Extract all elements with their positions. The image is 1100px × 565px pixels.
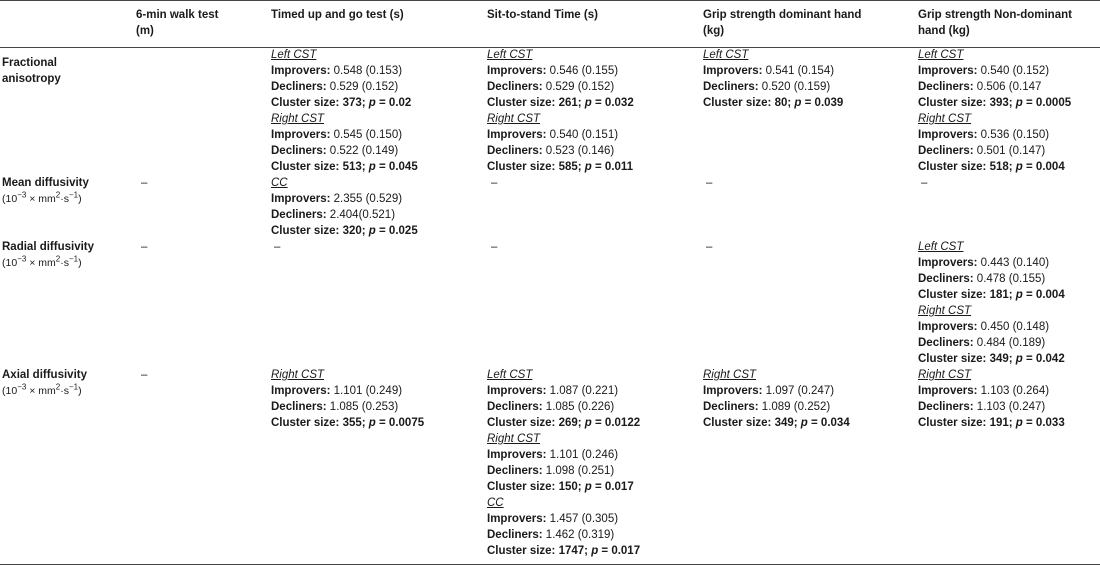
- cluster-label: Cluster size:: [918, 161, 990, 173]
- tract-label: Right CST: [271, 369, 325, 381]
- cluster-label: Cluster size:: [918, 289, 990, 301]
- decliners-label: Decliners:: [703, 401, 759, 413]
- decliners-value: 0.478 (0.155): [973, 273, 1046, 285]
- decliners-value: 0.484 (0.189): [973, 337, 1046, 349]
- improvers-value: 1.457 (0.305): [546, 513, 619, 525]
- cell-ad-gnd: [918, 367, 1065, 431]
- improvers-value: 1.101 (0.246): [546, 449, 619, 461]
- dash-md-gd: –: [706, 177, 713, 189]
- cluster-value: 349;: [989, 353, 1016, 365]
- improvers-value: 2.355 (0.529): [330, 193, 403, 205]
- improvers-line: [703, 383, 850, 399]
- cluster-value: 80;: [774, 97, 795, 109]
- improvers-line: [487, 511, 640, 527]
- improvers-value: 0.545 (0.150): [330, 129, 403, 141]
- tract-label: Right CST: [703, 369, 757, 381]
- p-symbol: p: [368, 225, 376, 237]
- tract-label: Right CST: [918, 113, 972, 125]
- decliners-value: 0.506 (0.147: [973, 81, 1042, 93]
- improvers-label: Improvers:: [487, 65, 547, 77]
- decliners-value: 0.529 (0.152): [326, 81, 399, 93]
- decliners-value: 1.085 (0.253): [326, 401, 399, 413]
- p-symbol: p: [584, 97, 592, 109]
- decliners-line: [487, 399, 640, 415]
- dash-md-gnd: –: [921, 177, 928, 189]
- decliners-label: Decliners:: [918, 337, 974, 349]
- p-symbol: p: [1015, 417, 1023, 429]
- row-label-fa: Fractional anisotropy: [2, 57, 61, 85]
- decliners-value: 0.520 (0.159): [758, 81, 831, 93]
- cluster-label: Cluster size:: [271, 97, 343, 109]
- decliners-value: 1.085 (0.226): [542, 401, 615, 413]
- decliners-line: [271, 207, 418, 223]
- decliners-line: [271, 399, 424, 415]
- improvers-label: Improvers:: [703, 65, 763, 77]
- dash-rd-sts: –: [491, 241, 498, 253]
- dash-md-sts: –: [491, 177, 498, 189]
- p-value: = 0.011: [591, 161, 634, 173]
- decliners-label: Decliners:: [918, 81, 974, 93]
- cluster-line: [703, 415, 850, 431]
- col-header-grip-nondominant: Grip strength Non-dominant hand (kg): [918, 9, 1072, 37]
- decliners-value: 1.089 (0.252): [758, 401, 831, 413]
- p-symbol: p: [591, 545, 599, 557]
- improvers-label: Improvers:: [918, 257, 978, 269]
- tract-label: Left CST: [487, 49, 533, 61]
- improvers-value: 0.450 (0.148): [977, 321, 1050, 333]
- p-value: = 0.034: [807, 417, 850, 429]
- tract-label: Left CST: [271, 49, 317, 61]
- improvers-label: Improvers:: [918, 321, 978, 333]
- cluster-line: [918, 159, 1071, 175]
- improvers-value: 0.443 (0.140): [977, 257, 1050, 269]
- decliners-value: 0.523 (0.146): [542, 145, 615, 157]
- improvers-value: 0.541 (0.154): [762, 65, 835, 77]
- improvers-line: [487, 447, 640, 463]
- cluster-value: 191;: [989, 417, 1016, 429]
- decliners-label: Decliners:: [918, 145, 974, 157]
- cluster-value: 261;: [558, 97, 585, 109]
- tract-label: Right CST: [487, 433, 541, 445]
- row-label-ad: Axial diffusivity: [2, 369, 87, 381]
- row-label-md: Mean diffusivity: [2, 177, 89, 189]
- cell-ad-sts: [487, 367, 640, 559]
- decliners-label: Decliners:: [487, 465, 543, 477]
- decliners-value: 2.404(0.521): [326, 209, 396, 221]
- cluster-line: [271, 223, 418, 239]
- improvers-line: [918, 255, 1065, 271]
- improvers-value: 0.540 (0.151): [546, 129, 619, 141]
- decliners-label: Decliners:: [918, 273, 974, 285]
- p-symbol: p: [1015, 161, 1023, 173]
- tract-label: CC: [487, 497, 504, 509]
- decliners-line: [918, 399, 1065, 415]
- row-label-rd-block: [2, 239, 94, 271]
- improvers-line: [918, 319, 1065, 335]
- dash-ad-6mwt: –: [141, 369, 148, 381]
- decliners-line: [487, 527, 640, 543]
- improvers-label: Improvers:: [271, 193, 331, 205]
- decliners-label: Decliners:: [271, 209, 327, 221]
- cell-ad-gd: [703, 367, 850, 431]
- p-value: = 0.004: [1022, 161, 1065, 173]
- improvers-label: Improvers:: [918, 385, 978, 397]
- improvers-line: [271, 191, 418, 207]
- p-symbol: p: [368, 417, 376, 429]
- decliners-line: [487, 79, 634, 95]
- p-value: = 0.032: [591, 97, 634, 109]
- cluster-label: Cluster size:: [918, 353, 990, 365]
- p-symbol: p: [368, 161, 376, 173]
- decliners-label: Decliners:: [271, 145, 327, 157]
- tract-label: Left CST: [487, 369, 533, 381]
- decliners-value: 1.098 (0.251): [542, 465, 615, 477]
- improvers-line: [487, 127, 634, 143]
- p-symbol: p: [584, 161, 592, 173]
- cell-fa-gnd: [918, 47, 1071, 175]
- improvers-line: [918, 63, 1071, 79]
- col-header-sts: Sit-to-stand Time (s): [487, 9, 598, 21]
- p-symbol: p: [1015, 353, 1023, 365]
- improvers-value: 0.540 (0.152): [977, 65, 1050, 77]
- cluster-value: 393;: [989, 97, 1016, 109]
- dash-rd-tug: –: [274, 241, 281, 253]
- p-symbol: p: [368, 97, 376, 109]
- cluster-value: 349;: [774, 417, 801, 429]
- improvers-line: [271, 127, 418, 143]
- tract-label: Right CST: [271, 113, 325, 125]
- improvers-label: Improvers:: [271, 129, 331, 141]
- cluster-line: [918, 287, 1065, 303]
- p-symbol: p: [794, 97, 802, 109]
- cluster-value: 355;: [342, 417, 369, 429]
- cluster-label: Cluster size:: [487, 481, 559, 493]
- decliners-line: [703, 399, 850, 415]
- tract-label: Right CST: [487, 113, 541, 125]
- improvers-value: 0.548 (0.153): [330, 65, 403, 77]
- p-symbol: p: [584, 417, 592, 429]
- decliners-label: Decliners:: [487, 81, 543, 93]
- improvers-label: Improvers:: [487, 129, 547, 141]
- improvers-line: [487, 383, 640, 399]
- tract-label: Left CST: [918, 241, 964, 253]
- cluster-value: 181;: [989, 289, 1016, 301]
- decliners-label: Decliners:: [487, 145, 543, 157]
- dash-rd-6mwt: –: [141, 241, 148, 253]
- tract-label: Right CST: [918, 305, 972, 317]
- p-value: = 0.004: [1022, 289, 1065, 301]
- cluster-label: Cluster size:: [487, 97, 559, 109]
- cluster-line: [487, 479, 640, 495]
- improvers-value: 1.097 (0.247): [762, 385, 835, 397]
- cluster-line: [271, 415, 424, 431]
- row-label-ad-block: [2, 367, 87, 399]
- p-symbol: p: [584, 481, 592, 493]
- dash-rd-gd: –: [706, 241, 713, 253]
- dash-md-6mwt: –: [141, 177, 148, 189]
- cell-ad-tug: [271, 367, 424, 431]
- tract-label: CC: [271, 177, 288, 189]
- decliners-value: 0.501 (0.147): [973, 145, 1046, 157]
- p-value: = 0.033: [1022, 417, 1065, 429]
- decliners-label: Decliners:: [703, 81, 759, 93]
- p-symbol: p: [1015, 97, 1023, 109]
- unit-md: $(10^{-3} \times mm^2\cdot s^{-1})$: [2, 190, 82, 205]
- cluster-label: Cluster size:: [271, 161, 343, 173]
- decliners-line: [271, 143, 418, 159]
- p-value: = 0.017: [598, 545, 641, 557]
- decliners-line: [918, 143, 1071, 159]
- improvers-line: [271, 63, 418, 79]
- cluster-value: 1747;: [558, 545, 592, 557]
- decliners-value: 1.462 (0.319): [542, 529, 615, 541]
- cluster-value: 585;: [558, 161, 585, 173]
- improvers-value: 0.536 (0.150): [977, 129, 1050, 141]
- cluster-label: Cluster size:: [487, 161, 559, 173]
- cluster-line: [271, 159, 418, 175]
- cluster-value: 320;: [342, 225, 369, 237]
- decliners-label: Decliners:: [271, 81, 327, 93]
- p-symbol: p: [800, 417, 808, 429]
- cluster-value: 518;: [989, 161, 1016, 173]
- cluster-line: [487, 159, 634, 175]
- cluster-label: Cluster size:: [703, 417, 775, 429]
- cluster-label: Cluster size:: [487, 417, 559, 429]
- improvers-line: [703, 63, 843, 79]
- cluster-label: Cluster size:: [703, 97, 775, 109]
- tract-label: Right CST: [918, 369, 972, 381]
- decliners-label: Decliners:: [271, 401, 327, 413]
- tract-label: Left CST: [918, 49, 964, 61]
- decliners-line: [487, 143, 634, 159]
- cluster-line: [271, 95, 418, 111]
- p-value: = 0.025: [375, 225, 418, 237]
- decliners-line: [918, 79, 1071, 95]
- decliners-value: 1.103 (0.247): [973, 401, 1046, 413]
- decliners-value: 0.529 (0.152): [542, 81, 615, 93]
- improvers-line: [918, 383, 1065, 399]
- improvers-label: Improvers:: [487, 449, 547, 461]
- cluster-line: [918, 351, 1065, 367]
- cluster-line: [918, 415, 1065, 431]
- cell-md-tug: [271, 175, 418, 239]
- cluster-line: [487, 543, 640, 559]
- improvers-value: 1.101 (0.249): [330, 385, 403, 397]
- p-value: = 0.02: [375, 97, 412, 109]
- cluster-value: 150;: [558, 481, 585, 493]
- unit-ad: $(10^{-3} \times mm^2\cdot s^{-1})$: [2, 382, 82, 397]
- improvers-line: [487, 63, 634, 79]
- cluster-label: Cluster size:: [918, 417, 990, 429]
- cluster-label: Cluster size:: [271, 417, 343, 429]
- improvers-value: 1.087 (0.221): [546, 385, 619, 397]
- p-value: = 0.017: [591, 481, 634, 493]
- decliners-line: [918, 271, 1065, 287]
- p-value: = 0.0122: [591, 417, 641, 429]
- improvers-label: Improvers:: [918, 129, 978, 141]
- cell-fa-tug: [271, 47, 418, 175]
- improvers-label: Improvers:: [487, 513, 547, 525]
- decliners-line: [487, 463, 640, 479]
- cluster-value: 269;: [558, 417, 585, 429]
- unit-rd: $(10^{-3} \times mm^2\cdot s^{-1})$: [2, 254, 82, 269]
- p-value: = 0.0005: [1022, 97, 1072, 109]
- decliners-label: Decliners:: [487, 401, 543, 413]
- improvers-label: Improvers:: [271, 385, 331, 397]
- improvers-label: Improvers:: [271, 65, 331, 77]
- col-header-6mwt: 6-min walk test (m): [136, 9, 219, 37]
- p-value: = 0.042: [1022, 353, 1065, 365]
- decliners-line: [703, 79, 843, 95]
- cluster-line: [703, 95, 843, 111]
- row-label-md-block: [2, 175, 89, 207]
- col-header-tug: Timed up and go test (s): [271, 9, 404, 21]
- improvers-value: 1.103 (0.264): [977, 385, 1050, 397]
- tract-label: Left CST: [703, 49, 749, 61]
- p-symbol: p: [1015, 289, 1023, 301]
- decliners-line: [918, 335, 1065, 351]
- decliners-line: [271, 79, 418, 95]
- cell-fa-gd: [703, 47, 843, 111]
- improvers-line: [271, 383, 424, 399]
- improvers-line: [918, 127, 1071, 143]
- top-rule: [0, 0, 1100, 1]
- decliners-value: 0.522 (0.149): [326, 145, 399, 157]
- p-value: = 0.0075: [375, 417, 425, 429]
- cluster-line: [487, 95, 634, 111]
- row-label-rd: Radial diffusivity: [2, 241, 95, 253]
- cluster-label: Cluster size:: [918, 97, 990, 109]
- cluster-line: [918, 95, 1071, 111]
- p-value: = 0.039: [801, 97, 844, 109]
- cluster-label: Cluster size:: [271, 225, 343, 237]
- cluster-line: [487, 415, 640, 431]
- cluster-value: 513;: [342, 161, 369, 173]
- cell-rd-gnd: [918, 239, 1065, 367]
- improvers-value: 0.546 (0.155): [546, 65, 619, 77]
- improvers-label: Improvers:: [918, 65, 978, 77]
- cell-fa-sts: [487, 47, 634, 175]
- p-value: = 0.045: [375, 161, 418, 173]
- improvers-label: Improvers:: [487, 385, 547, 397]
- cluster-value: 373;: [342, 97, 369, 109]
- cluster-label: Cluster size:: [487, 545, 559, 557]
- col-header-grip-dominant: Grip strength dominant hand (kg): [703, 9, 862, 37]
- improvers-label: Improvers:: [703, 385, 763, 397]
- decliners-label: Decliners:: [487, 529, 543, 541]
- decliners-label: Decliners:: [918, 401, 974, 413]
